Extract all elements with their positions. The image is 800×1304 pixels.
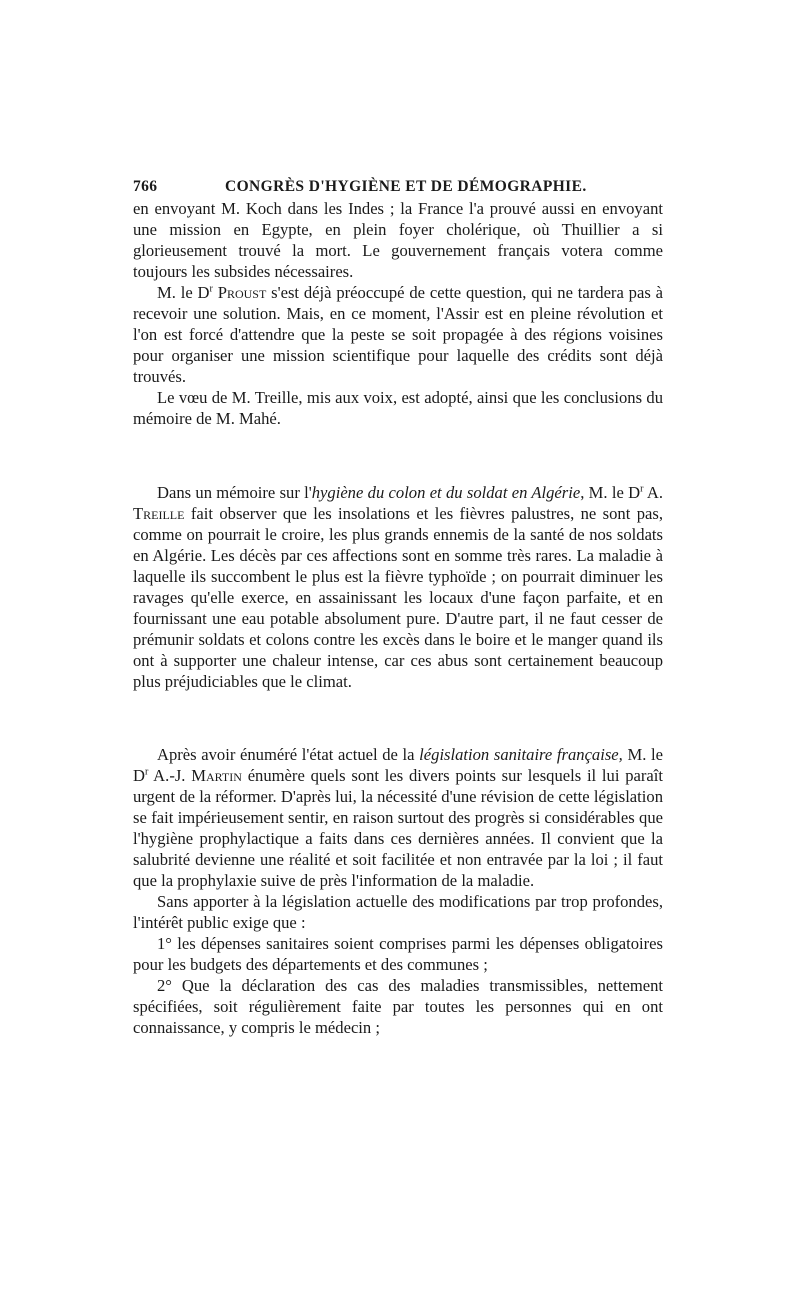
treille-initial: A. xyxy=(643,483,663,502)
martin-title-sup: r xyxy=(144,766,149,778)
martin-after-title: M. le D xyxy=(133,745,663,785)
martin-body: énumère quels sont les divers points sur lesquels il lui paraît urgent de la réformer. D'après lui, la nécessité d'une révision de cette législation se fait impérieusement sentir, en raison surtout des progrès si considérables que l'hygiène prophylactique a faits dans ces dernières années. Il convient que la salubrité devienne une réalité et soit facilitée et non entravée par la loi ; il faut que la prophylaxie suive de près l'information de la maladie. xyxy=(133,766,663,890)
treille-after-title: , M. le D xyxy=(580,483,641,502)
martin-initial: A.-J. xyxy=(148,766,192,785)
section-gap xyxy=(133,429,663,482)
martin-lead: Après avoir énuméré l'état actuel de la xyxy=(157,745,420,764)
treille-memoir-title: hygiène du colon et du soldat en Algérie xyxy=(311,483,581,502)
running-head xyxy=(133,178,663,196)
author-treille: Treille xyxy=(133,504,185,523)
running-title: CONGRÈS D'HYGIÈNE ET DE DÉMOGRAPHIE. xyxy=(225,178,587,195)
author-martin: Martin xyxy=(191,766,242,785)
paragraph-requirements: Sans apporter à la législation actuelle des modifications par trop profondes, l'intérêt public exige que : xyxy=(133,892,663,932)
paragraph-continuation: en envoyant M. Koch dans les Indes ; la France l'a prouvé aussi en envoyant une mission en Egypte, en plein foyer cholérique, où Thuillier a si glorieusement trouvé la mort. Le gouvernement français votera comme toujours les subsides nécessaires. xyxy=(133,199,663,281)
section-gap xyxy=(133,692,663,744)
martin-topic-title: législation sanitaire française, xyxy=(419,745,623,764)
paragraph-martin xyxy=(133,744,663,891)
list-item-2: 2° Que la déclaration des cas des maladies transmissibles, nettement spécifiées, soit régulièrement faite par toutes les personnes qui en ont connaissance, y compris le médecin ; xyxy=(133,976,663,1037)
treille-title-sup: r xyxy=(640,483,644,495)
paragraph-proust xyxy=(133,282,663,387)
treille-lead: Dans un mémoire sur l' xyxy=(157,483,312,502)
proust-title-sup: r xyxy=(209,283,213,295)
paragraph-vote: Le vœu de M. Treille, mis aux voix, est adopté, ainsi que les conclusions du mémoire de M. Mahé. xyxy=(133,388,663,428)
author-proust: Proust xyxy=(217,283,267,302)
treille-body: fait observer que les insolations et les fièvres palustres, ne sont pas, comme on pourrait le croire, les plus grands ennemis de la santé de nos soldats en Algérie. Les décès par ces affections sont en somme très rares. La maladie à laquelle ils succombent le plus est la fièvre typhoïde ; on pourrait diminuer les ravages qu'elle exerce, en assainissant les locaux d'une façon parfaite, et en fournissant une eau potable absolument pure. D'autre part, il ne faut cesser de prémunir soldats et colons contre les excès dans le boire et le manger quand ils ont à supporter une chaleur intense, car ces abus sont certainement beaucoup plus préjudiciables que le climat. xyxy=(133,504,663,691)
paragraph-treille xyxy=(133,482,663,692)
page-content xyxy=(133,178,663,1038)
proust-prefix: M. le D xyxy=(157,283,210,302)
proust-rest: s'est déjà préoccupé de cette question, qui ne tardera pas à recevoir une solution. Mais, en ce moment, l'Assir est en pleine révolution et l'on est forcé d'attendre que la peste se soit propagée à des régions voisines pour organiser une mission scientifique pour laquelle des crédits sont déjà trouvés. xyxy=(133,283,663,386)
page-number: 766 xyxy=(133,178,158,195)
list-item-1: 1° les dépenses sanitaires soient comprises parmi les dépenses obligatoires pour les budgets des départements et des communes ; xyxy=(133,934,663,974)
